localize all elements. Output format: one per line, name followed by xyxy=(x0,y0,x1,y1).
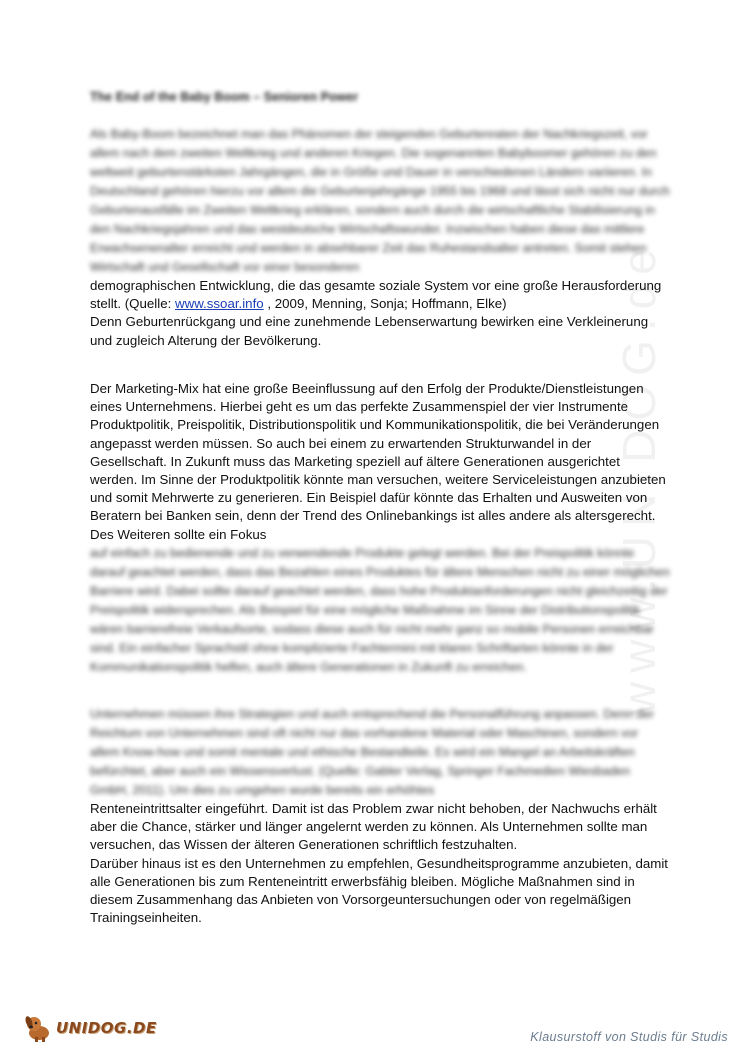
paragraph-marketing-mix xyxy=(90,380,670,677)
dog-icon xyxy=(22,1013,54,1043)
paragraph-baby-boom xyxy=(90,125,670,350)
document-title: The End of the Baby Boom – Senioren Power xyxy=(90,90,359,104)
source-link[interactable]: www.ssoar.info xyxy=(174,296,264,312)
logo-text: UNIDOG.DE xyxy=(56,1019,157,1037)
blurred-text: Als Baby-Boom bezeichnet man das Phänomen der steigenden Geburtenraten der Nachkriegszeit, vor allem nach dem zweiten Weltkrieg und anderen Kriegen. Die sogenannten Babyboomer gehören zu den weltweit geburtenstärksten Jahrgängen, die in Größe und Dauer in verschiedenen Ländern variieren. In Deutschland gehören hierzu vor allem die Geburtenjahrgänge 1955 bis 1968 und lässt sich nicht nur durch Geburtenausfälle im Zweiten Weltkrieg erklären, sondern auch durch die wirtschaftliche Stabilisierung in den Nachkriegsjahren und das westdeutsche Wirtschaftswunder. Inzwischen haben diese das mittlere Erwachsenenalter erreicht und werden in absehbarer Zeit das Ruhestandsalter antreten. Somit stehen Wirtschaft und Gesellschaft vor einer besonderen xyxy=(90,127,670,274)
paragraph-text: Der Marketing-Mix hat eine große Beeinflussung auf den Erfolg der Produkte/Dienstleistungen eines Unternehmens. Hierbei geht es um das perfekte Zusammenspiel der vier Instrumente Produktpolitik, Preispolitik, Distributionspolitik und Kommunikationspolitik, die bei Veränderungen angepasst werden müssen. So auch bei einem zu erwartenden Strukturwandel in der Gesellschaft. In Zukunft muss das Marketing speziell auf ältere Generationen ausgerichtet werden. Im Sinne der Produktpolitik könnte man versuchen, weitere Serviceleistungen anzubieten und somit Mehrwerte zu generieren. Ein Beispiel dafür könnte das Erhalten und Ausweiten von Beratern bei Banken sein, denn der Trend des Onlinebankings ist alles andere als altersgerecht. Des Weiteren sollte ein Fokus xyxy=(90,381,666,542)
paragraph-line xyxy=(90,295,670,313)
paragraph-line: demographischen Entwicklung, die das gesamte soziale System vor eine große Herausforderung xyxy=(90,278,662,293)
blurred-text: Unternehmen müssen ihre Strategien und auch entsprechend die Personalführung anpassen. Denn der Reichtum von Unternehmen sind oft nicht nur das vorhandene Material oder Maschinen, sondern vor allem Know-how und somit mentale und ethische Bestandteile. Es wird ein Mangel an Arbeitskräften befürchtet, aber auch ein Wissensverlust. (Quelle: Gabler Verlag, Springer Fachmedien Wiesbaden GmbH, 2011). Um dies zu umgehen wurde bereits ein erhöhtes xyxy=(90,707,654,797)
paragraph-text: Darüber hinaus ist es den Unternehmen zu empfehlen, Gesundheitsprogramme anzubieten, damit alle Generationen bis zum Renteneintritt erwerbsfähig bleiben. Mögliche Maßnahmen sind in diesem Zusammenhang das Anbieten von Vorsorgeuntersuchungen oder von regelmäßigen Trainingseinheiten. xyxy=(90,855,669,926)
footer-tagline: Klausurstoff von Studis für Studis xyxy=(530,1030,728,1044)
paragraph-personnel xyxy=(90,705,670,927)
watermark: www.UNIDOG.de xyxy=(613,240,665,715)
paragraph-text: Renteneintrittsalter eingeführt. Damit ist das Problem zwar nicht behoben, der Nachwuchs erhält aber die Chance, stärker und länger angelernt werden zu können. Als Unternehmen sollte man versuchen, das Wissen der älteren Generationen schriftlich festzuhalten. xyxy=(90,801,657,853)
unidog-logo[interactable] xyxy=(22,1013,157,1043)
text-segment: stellt. (Quelle: xyxy=(90,296,175,312)
text-segment: , 2009, Menning, Sonja; Hoffmann, Elke) xyxy=(263,296,507,312)
blurred-text: auf einfach zu bedienende und zu verwendende Produkte gelegt werden. Bei der Preispolitik könnte darauf geachtet werden, dass das Bezahlen eines Produktes für ältere Menschen nicht zu einer möglichen Barriere wird. Dabei sollte darauf geachtet werden, dass hohe Produktanforderungen nicht gleichzeitig der Preispolitik widersprechen. Als Beispiel für eine mögliche Maßnahme im Sinne der Distributionspolitik wären barrierefreie Verkaufsorte, sodass diese auch für nicht mehr ganz so mobile Personen erreichbar sind. Ein einfacher Sprachstil ohne komplizierte Fachtermini mit klaren Schriftarten könnte in der Kommunikationspolitik helfen, auch ältere Generationen in Zukunft zu erreichen. xyxy=(90,545,670,674)
paragraph-line: Denn Geburtenrückgang und eine zunehmende Lebenserwartung bewirken eine Verkleinerung und zugleich Alterung der Bevölkerung. xyxy=(90,314,649,348)
